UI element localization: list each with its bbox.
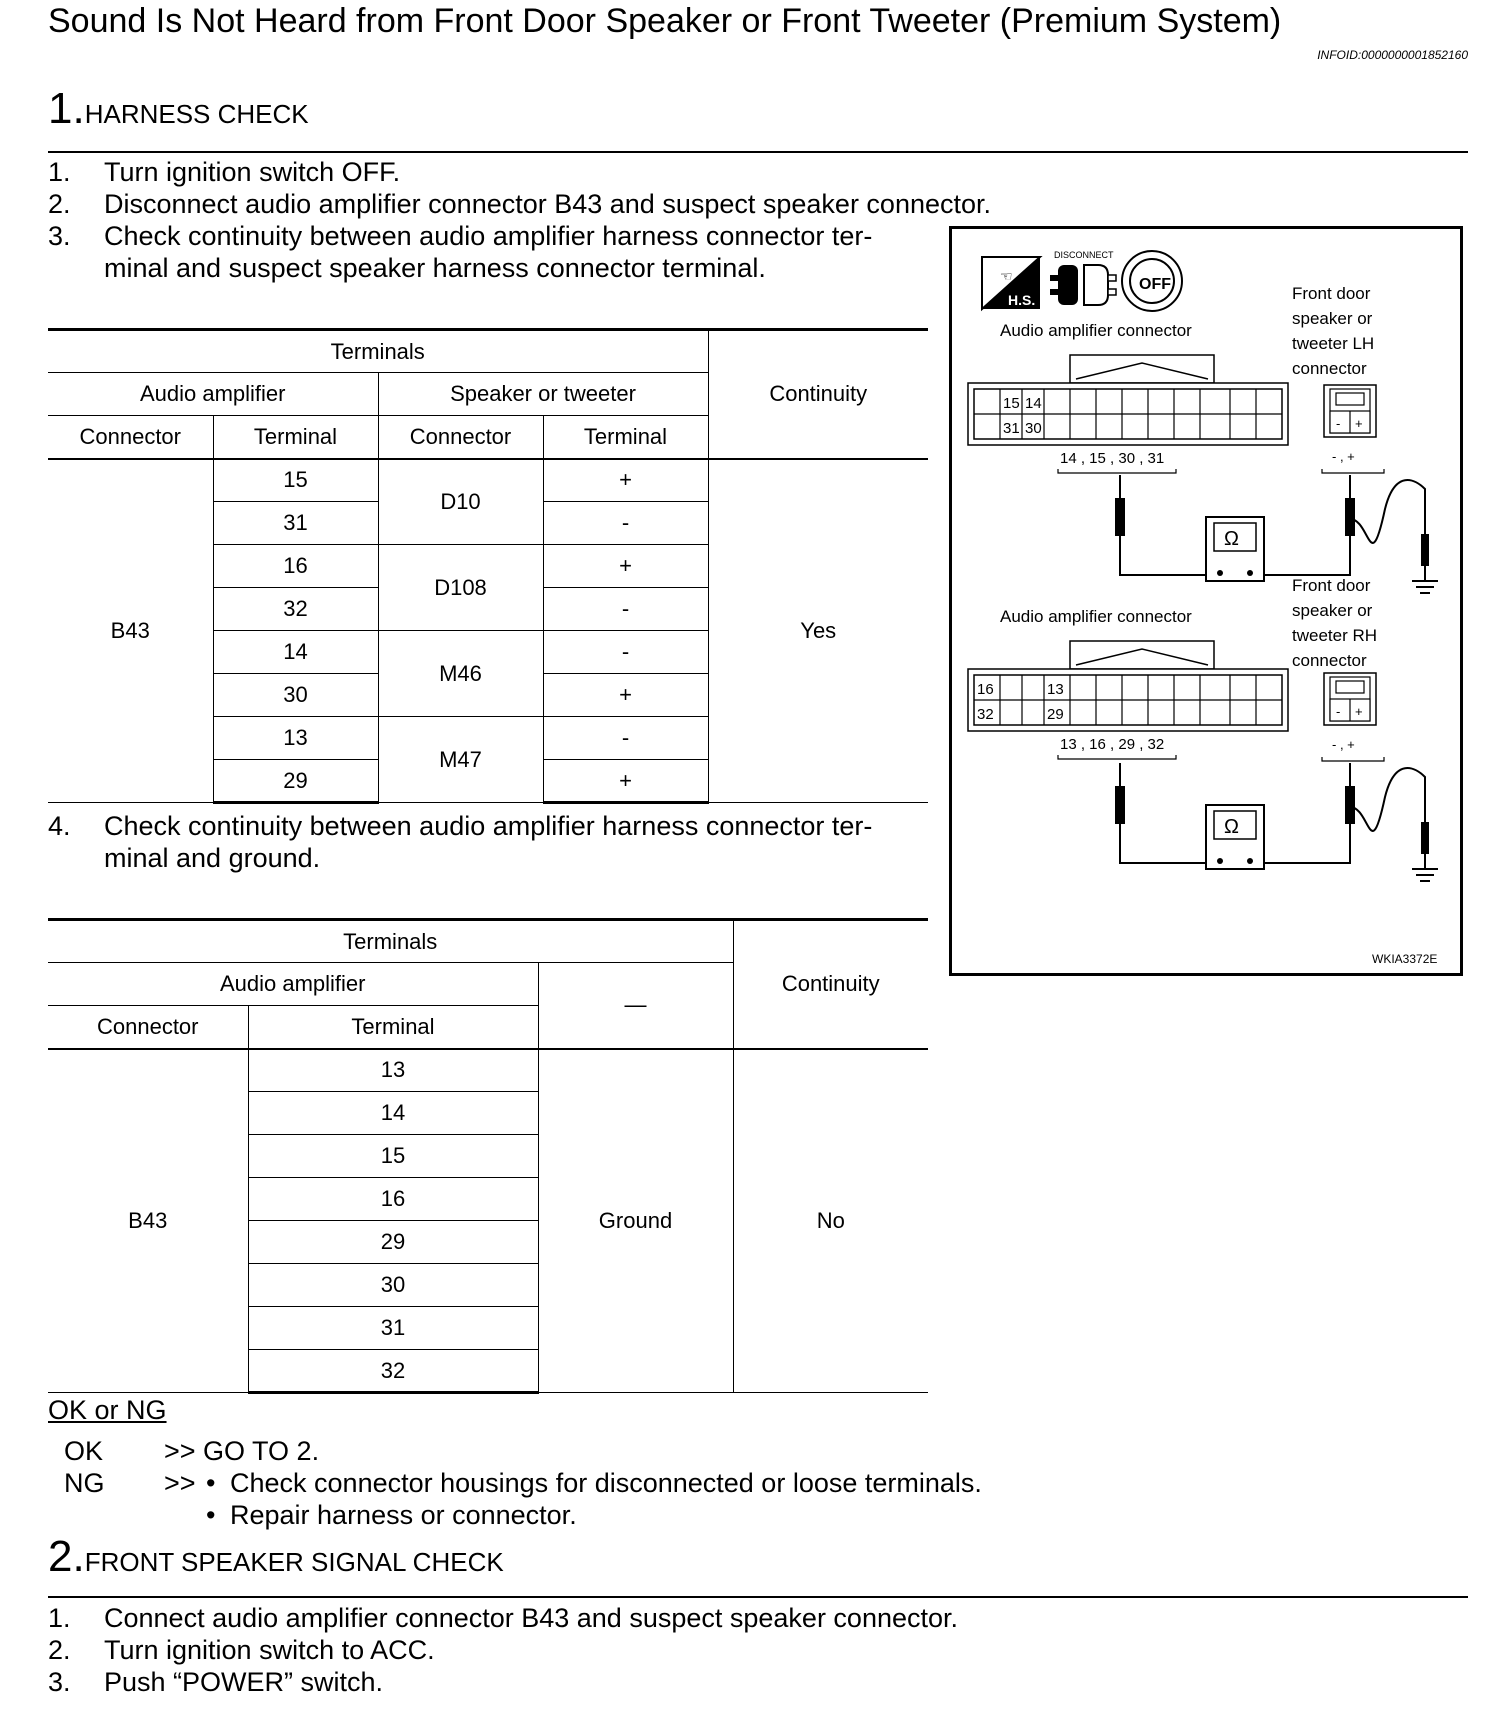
- page-title: Sound Is Not Heard from Front Door Speaker or Front Tweeter (Premium System): [48, 2, 1282, 40]
- instruction-item: 4. Check continuity between audio amplifier harness connector ter- minal and ground.: [48, 811, 873, 873]
- ok-label: OK: [64, 1436, 104, 1466]
- amp-terminal-cell: 16: [213, 545, 378, 588]
- table-row: [48, 459, 928, 502]
- speaker-pins-label-bottom: - , +: [1332, 737, 1355, 752]
- disconnect-icon-label: DISCONNECT: [1054, 250, 1114, 260]
- svg-text:-: -: [1336, 704, 1341, 719]
- terminal-header: Terminal: [248, 1006, 538, 1049]
- instruction-item: 1. Turn ignition switch OFF.: [48, 157, 401, 187]
- instruction-item: 3. Push “POWER” switch.: [48, 1667, 384, 1697]
- terminals-header: Terminals: [48, 920, 733, 963]
- svg-text:13: 13: [1047, 681, 1064, 698]
- amp-terminal-cell: 32: [213, 588, 378, 631]
- ohmmeter-top: [1206, 517, 1264, 581]
- ng-bullet: •: [206, 1500, 216, 1530]
- step-2-heading: [48, 1532, 504, 1582]
- instruction-item: 3. Check continuity between audio amplifier harness connector ter- minal and suspect speaker harness connector terminal.: [48, 221, 873, 283]
- terminals-header: Terminals: [48, 330, 708, 373]
- speaker-terminal-cell: -: [543, 717, 708, 760]
- continuity-header: Continuity: [708, 330, 928, 459]
- speaker-terminal-cell: +: [543, 545, 708, 588]
- amp-connector-bottom: [968, 641, 1288, 731]
- speaker-terminal-cell: +: [543, 760, 708, 803]
- speaker-pins-label-top: - , +: [1332, 449, 1355, 464]
- continuity-table-speaker: [48, 328, 928, 804]
- amp-terminal-cell: 15: [248, 1135, 538, 1178]
- step-1-instructions: [48, 156, 992, 284]
- terminal-header: Terminal: [213, 416, 378, 459]
- continuity-header: Continuity: [733, 920, 928, 1049]
- amp-terminal-cell: 14: [248, 1092, 538, 1135]
- ng-item: Check connector housings for disconnected or loose terminals.: [230, 1468, 982, 1498]
- speaker-connector-cell: D108: [378, 545, 543, 631]
- speaker-lh-label-line: Front door: [1292, 284, 1371, 303]
- step-2-instructions: [48, 1602, 1248, 1698]
- step-1-number: 1.: [48, 84, 85, 133]
- speaker-connector-cell: D10: [378, 459, 543, 545]
- hs-icon-label: H.S.: [1008, 292, 1036, 308]
- ohmmeter-bottom: [1206, 805, 1264, 869]
- continuity-table-ground: [48, 918, 928, 1394]
- ignition-off-icon: [1122, 251, 1182, 311]
- svg-text:30: 30: [1025, 420, 1042, 437]
- speaker-lh-label-line: connector: [1292, 359, 1367, 378]
- audio-amplifier-header: Audio amplifier: [48, 963, 538, 1006]
- instruction-item: 2. Disconnect audio amplifier connector B43 and suspect speaker connector.: [48, 189, 992, 219]
- amp-pins-label-top: 14 , 15 , 30 , 31: [1060, 450, 1165, 467]
- continuity-result-cell: Yes: [708, 459, 928, 803]
- info-id: INFOID:0000000001852160: [1317, 48, 1468, 62]
- svg-text:☜: ☜: [1000, 268, 1013, 284]
- speaker-terminal-cell: -: [543, 588, 708, 631]
- dash-header: —: [538, 963, 733, 1049]
- svg-text:16: 16: [977, 681, 994, 698]
- step-1-title: HARNESS CHECK: [84, 99, 309, 129]
- svg-text:31: 31: [1003, 420, 1020, 437]
- speaker-connector-lh: [1324, 385, 1376, 437]
- svg-text:+: +: [1355, 704, 1363, 719]
- ng-bullet: •: [206, 1468, 216, 1498]
- svg-text:32: 32: [977, 706, 994, 723]
- svg-text:15: 15: [1003, 395, 1020, 412]
- speaker-terminal-cell: +: [543, 459, 708, 502]
- speaker-terminal-cell: -: [543, 631, 708, 674]
- svg-text:Ω: Ω: [1224, 528, 1239, 550]
- speaker-lh-label-line: tweeter LH: [1292, 334, 1375, 353]
- ground-cell: Ground: [538, 1049, 733, 1393]
- amp-terminal-cell: 29: [213, 760, 378, 803]
- speaker-rh-label-line: speaker or: [1292, 601, 1373, 620]
- amp-terminal-cell: 13: [248, 1049, 538, 1092]
- speaker-tweeter-header: Speaker or tweeter: [378, 373, 708, 416]
- svg-text:+: +: [1355, 416, 1363, 431]
- speaker-rh-label-line: connector: [1292, 651, 1367, 670]
- wiring-diagram-figure: [949, 226, 1463, 976]
- connector-header: Connector: [378, 416, 543, 459]
- result-heading: OK or NG: [48, 1395, 167, 1425]
- svg-text:Ω: Ω: [1224, 816, 1239, 838]
- amp-terminal-cell: 15: [213, 459, 378, 502]
- speaker-connector-rh: [1324, 673, 1376, 725]
- ignition-off-label: OFF: [1139, 276, 1171, 293]
- ok-action: >> GO TO 2.: [164, 1436, 320, 1466]
- amp-terminal-cell: 13: [213, 717, 378, 760]
- amp-terminal-cell: 30: [213, 674, 378, 717]
- continuity-result-cell: No: [733, 1049, 928, 1393]
- ng-item: Repair harness or connector.: [230, 1500, 577, 1530]
- amp-connector-top: [968, 355, 1288, 445]
- step-1-instruction-4: [48, 810, 938, 874]
- instruction-item: 2. Turn ignition switch to ACC.: [48, 1635, 435, 1665]
- amp-terminal-cell: 32: [248, 1350, 538, 1393]
- connector-header: Connector: [48, 1006, 248, 1049]
- amp-connector-cell: B43: [48, 459, 213, 803]
- table-row: [48, 1049, 928, 1092]
- figure-code: WKIA3372E: [1372, 952, 1438, 966]
- hs-icon: [982, 257, 1040, 309]
- amp-terminal-cell: 14: [213, 631, 378, 674]
- terminal-header: Terminal: [543, 416, 708, 459]
- speaker-lh-label-line: speaker or: [1292, 309, 1373, 328]
- audio-amplifier-header: Audio amplifier: [48, 373, 378, 416]
- speaker-connector-cell: M46: [378, 631, 543, 717]
- speaker-terminal-cell: +: [543, 674, 708, 717]
- amp-terminal-cell: 31: [213, 502, 378, 545]
- step-2-rule: [48, 1596, 1468, 1598]
- speaker-rh-label-line: Front door: [1292, 576, 1371, 595]
- probe-circuit-top: [1116, 475, 1438, 593]
- ng-label: NG: [64, 1468, 105, 1498]
- step-1-rule: [48, 151, 1468, 153]
- speaker-terminal-cell: -: [543, 502, 708, 545]
- amp-terminal-cell: 31: [248, 1307, 538, 1350]
- step-2-number: 2.: [48, 1532, 85, 1581]
- speaker-rh-label-line: tweeter RH: [1292, 626, 1378, 645]
- amp-pins-label-bottom: 13 , 16 , 29 , 32: [1060, 736, 1165, 753]
- speaker-connector-cell: M47: [378, 717, 543, 803]
- amp-connector-cell: B43: [48, 1049, 248, 1393]
- probe-circuit-bottom: [1116, 763, 1438, 881]
- svg-text:29: 29: [1047, 706, 1064, 723]
- connector-header: Connector: [48, 416, 213, 459]
- disconnect-icon: [1050, 250, 1116, 305]
- amp-terminal-cell: 16: [248, 1178, 538, 1221]
- step-1-heading: [48, 84, 309, 134]
- amp-terminal-cell: 29: [248, 1221, 538, 1264]
- amp-connector-label-top: Audio amplifier connector: [1000, 321, 1192, 340]
- svg-text:-: -: [1336, 416, 1341, 431]
- amp-terminal-cell: 30: [248, 1264, 538, 1307]
- svg-text:14: 14: [1025, 395, 1042, 412]
- ng-arrow: >>: [164, 1468, 196, 1498]
- step-2-title: FRONT SPEAKER SIGNAL CHECK: [84, 1547, 504, 1577]
- instruction-item: 1. Connect audio amplifier connector B43 and suspect speaker connector.: [48, 1603, 959, 1633]
- amp-connector-label-bottom: Audio amplifier connector: [1000, 607, 1192, 626]
